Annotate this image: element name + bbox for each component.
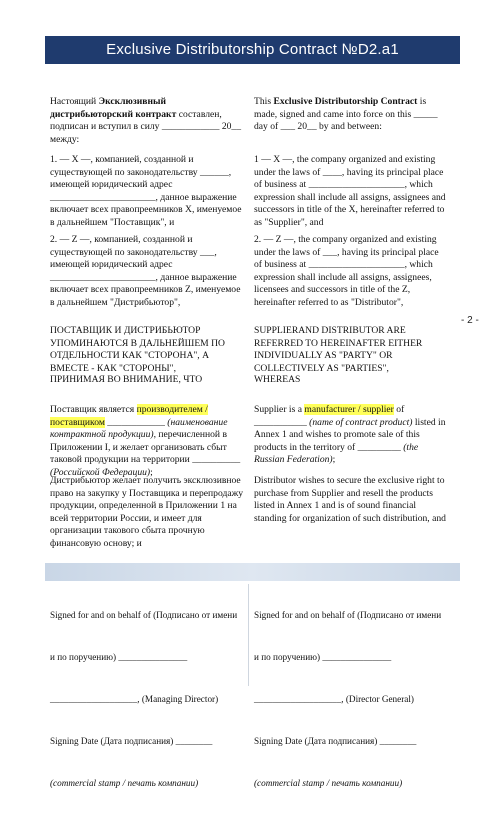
en-intro <box>254 96 448 134</box>
sig-left-line3: ___________________, (Managing Director) <box>50 694 219 704</box>
en-supplier-italic-territory: (the Russian Federation) <box>254 441 419 466</box>
ru-supplier-blank: ____________ <box>104 416 168 428</box>
ru-intro-post: составлен, подписан и вступил в силу ____________ 20__ между: <box>50 108 242 145</box>
ru-whereas: ПРИНИМАЯ ВО ВНИМАНИЕ, ЧТО <box>50 374 203 385</box>
en-party-z: 2. — Z —, the company organized and existing under the laws of ___, having its principal place of business at ____________________, which expression shall include all assigns, assignees, licensees and successors in title of the Z, hereinafter referred to as "Distributor", <box>254 234 439 308</box>
ru-intro <box>50 96 244 146</box>
ru-supplier <box>50 404 244 480</box>
ru-supplier-italic-product: (наименование контрактной продукции) <box>50 416 228 441</box>
sig-right-line2: и по поручению) _______________ <box>254 652 392 662</box>
sig-right-line1: Signed for and on behalf of (Подписано от имени <box>254 610 442 620</box>
en-supplier-highlight: manufacturer / supplier <box>304 404 394 415</box>
ru-intro-pre: Настоящий <box>50 96 99 107</box>
en-distributor: Distributor wishes to secure the exclusive right to purchase from Supplier and resell the products listed in Annex 1 and is of sound financial standing for organization of such distribution, and <box>254 475 446 524</box>
ru-supplier-highlight: производителем / поставщиком <box>50 404 208 428</box>
en-collective: SUPPLIERAND DISTRIBUTOR ARE REFERRED TO HEREINAFTER EITHER INDIVIDUALLY AS "PARTY" OR COLLECTIVELY AS "PARTIES", <box>254 325 423 374</box>
en-supplier-end: ; <box>332 454 336 466</box>
ru-intro-bold: Эксклюзивный дистрибьюторский контракт <box>50 96 177 120</box>
signature-column-divider <box>248 584 249 686</box>
ru-collective: ПОСТАВЩИК И ДИСТРИБЬЮТОР УПОМИНАЮТСЯ В ДАЛЬНЕЙШЕМ ПО ОТДЕЛЬНОСТИ КАК "СТОРОНА", А ВМЕСТЕ - КАК "СТОРОНЫ", <box>50 325 225 374</box>
signature-section-divider <box>45 563 460 581</box>
en-whereas: WHEREAS <box>254 374 301 385</box>
ru-distributor: Дистрибьютор желает получить эксклюзивное право на закупку у Поставщика и перепродажу продукции, определенной в Приложении 1 на всей территории России, и имеет для организации такового сбыта прочную финансовую основу; и <box>50 475 244 549</box>
ru-party-x: 1. — X —, компанией, созданной и существующей по законодательству ______, имеющей юридический адрес ______________________, данное выражение включает всех правопреемников X, именуемое в дальнейшем "Поставщик", и <box>50 154 242 228</box>
page-number: - 2 - <box>461 315 479 326</box>
sig-left-line4: Signing Date (Дата подписания) ________ <box>50 736 213 746</box>
sig-right-line3: ___________________, (Director General) <box>254 694 414 704</box>
en-party-x: 1 — X —, the company organized and existing under the laws of ____, having its principal place of business at ____________________, which expression shall include all assigns, assignees and successors in title of the X, hereinafter referred to as "Supplier", and <box>254 154 446 228</box>
sig-right-stamp: (commercial stamp / печать компании) <box>254 778 403 788</box>
ru-party-z: 2. — Z —, компанией, созданной и существующей по законодательству ___, имеющей юридический адрес ______________________, данное выражение включает всех правопреемников Z, именуемое в дальнейшем "Дистрибьютор", <box>50 234 241 308</box>
en-intro-post: is made, signed and came into force on this _____ day of ___ 20__ by and between: <box>254 96 438 133</box>
en-supplier-post: of ___________ <box>254 404 405 428</box>
en-intro-bold: Exclusive Distributorship Contract <box>273 96 418 107</box>
sig-right-line4: Signing Date (Дата подписания) ________ <box>254 736 417 746</box>
en-supplier-italic-product: (name of contract product) <box>309 416 413 428</box>
ru-supplier-mid: , перечисленной в Приложении I, и желает организовать сбыт таковой продукции на территории __________ <box>50 429 241 466</box>
contract-title: Exclusive Distributorship Contract №D2.a1 <box>106 41 399 58</box>
ru-supplier-end: ; <box>150 466 153 478</box>
en-supplier <box>254 404 448 467</box>
sig-left-line1: Signed for and on behalf of (Подписано от имени <box>50 610 238 620</box>
contract-title-banner <box>45 36 460 64</box>
ru-supplier-italic-territory: (Российской Федерации) <box>50 466 151 478</box>
en-supplier-pre: Supplier is a <box>254 404 305 415</box>
en-intro-pre: This <box>254 96 274 107</box>
en-supplier-mid: listed in Annex 1 and wishes to promote sale of this products in the territory of _________ <box>254 416 446 453</box>
ru-supplier-pre: Поставщик является <box>50 404 137 415</box>
sig-left-line2: и по поручению) _______________ <box>50 652 188 662</box>
sig-left-stamp: (commercial stamp / печать компании) <box>50 778 199 788</box>
